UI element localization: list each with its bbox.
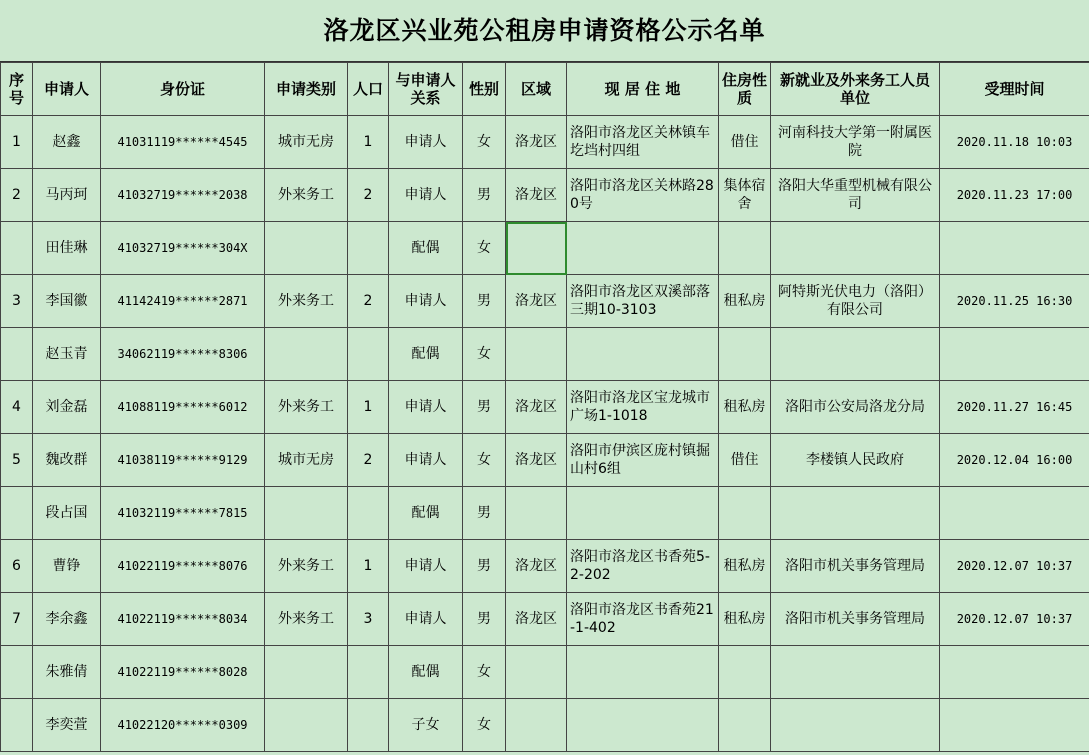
cell-population[interactable] [348, 487, 389, 540]
cell-category[interactable]: 外来务工 [265, 275, 348, 328]
cell-time[interactable]: 2020.11.23 17:00 [940, 169, 1089, 222]
table-row [1, 540, 1089, 593]
table-row [1, 328, 1089, 381]
cell-id[interactable]: 41038119******9129 [101, 434, 265, 487]
col-header-seq[interactable]: 序号 [1, 63, 33, 116]
cell-time[interactable] [940, 646, 1089, 699]
table-row [1, 275, 1089, 328]
table-row [1, 169, 1089, 222]
cell-population[interactable] [348, 699, 389, 752]
cell-id[interactable]: 41031119******4545 [101, 116, 265, 169]
cell-applicant[interactable]: 刘金磊 [33, 381, 101, 434]
cell-housing[interactable] [719, 646, 771, 699]
cell-population[interactable]: 3 [348, 593, 389, 646]
cell-seq[interactable] [1, 646, 33, 699]
cell-district[interactable]: 洛龙区 [506, 116, 567, 169]
cell-seq[interactable]: 6 [1, 540, 33, 593]
cell-applicant[interactable]: 李国徽 [33, 275, 101, 328]
col-header-time[interactable]: 受理时间 [940, 63, 1089, 116]
cell-address[interactable] [567, 222, 719, 275]
cell-id[interactable]: 34062119******8306 [101, 328, 265, 381]
cell-population[interactable]: 1 [348, 116, 389, 169]
col-header-address[interactable]: 现 居 住 地 [567, 63, 719, 116]
cell-category[interactable] [265, 222, 348, 275]
cell-gender[interactable]: 女 [463, 434, 506, 487]
cell-housing[interactable]: 租私房 [719, 381, 771, 434]
cell-district[interactable]: 洛龙区 [506, 275, 567, 328]
cell-employer[interactable] [771, 699, 940, 752]
cell-applicant[interactable]: 曹铮 [33, 540, 101, 593]
cell-category[interactable] [265, 328, 348, 381]
cell-time[interactable]: 2020.11.18 10:03 [940, 116, 1089, 169]
cell-population[interactable] [348, 328, 389, 381]
cell-applicant[interactable]: 李奕萱 [33, 699, 101, 752]
table-row [1, 222, 1089, 275]
cell-address[interactable]: 洛阳市洛龙区关林镇车圪垱村四组 [567, 116, 719, 169]
cell-population[interactable]: 1 [348, 381, 389, 434]
cell-employer[interactable] [771, 487, 940, 540]
cell-gender[interactable]: 男 [463, 381, 506, 434]
cell-district[interactable]: 洛龙区 [506, 169, 567, 222]
cell-gender[interactable]: 男 [463, 487, 506, 540]
cell-id[interactable]: 41022120******0309 [101, 699, 265, 752]
cell-employer[interactable]: 洛阳市机关事务管理局 [771, 540, 940, 593]
cell-applicant[interactable]: 李余鑫 [33, 593, 101, 646]
cell-housing[interactable]: 集体宿舍 [719, 169, 771, 222]
table-row [1, 116, 1089, 169]
cell-time[interactable]: 2020.12.04 16:00 [940, 434, 1089, 487]
cell-time[interactable]: 2020.11.25 16:30 [940, 275, 1089, 328]
cell-seq[interactable] [1, 328, 33, 381]
cell-category[interactable]: 外来务工 [265, 593, 348, 646]
cell-category[interactable]: 外来务工 [265, 540, 348, 593]
cell-seq[interactable] [1, 222, 33, 275]
applicant-table [0, 62, 1089, 752]
cell-relation[interactable]: 申请人 [389, 593, 463, 646]
cell-applicant[interactable]: 马丙珂 [33, 169, 101, 222]
cell-id[interactable]: 41022119******8028 [101, 646, 265, 699]
col-header-population[interactable]: 人口 [348, 63, 389, 116]
cell-applicant[interactable]: 赵玉青 [33, 328, 101, 381]
cell-seq[interactable]: 7 [1, 593, 33, 646]
cell-population[interactable]: 1 [348, 540, 389, 593]
cell-gender[interactable]: 男 [463, 169, 506, 222]
cell-category[interactable]: 城市无房 [265, 434, 348, 487]
cell-gender[interactable]: 女 [463, 116, 506, 169]
cell-applicant[interactable]: 赵鑫 [33, 116, 101, 169]
cell-employer[interactable] [771, 646, 940, 699]
cell-address[interactable] [567, 487, 719, 540]
table-row [1, 593, 1089, 646]
cell-employer[interactable]: 李楼镇人民政府 [771, 434, 940, 487]
col-header-category[interactable]: 申请类别 [265, 63, 348, 116]
cell-district[interactable]: 洛龙区 [506, 540, 567, 593]
cell-relation[interactable]: 申请人 [389, 381, 463, 434]
cell-relation[interactable]: 申请人 [389, 116, 463, 169]
cell-population[interactable]: 2 [348, 275, 389, 328]
cell-id[interactable]: 41032719******304X [101, 222, 265, 275]
cell-time[interactable]: 2020.12.07 10:37 [940, 540, 1089, 593]
cell-employer[interactable]: 阿特斯光伏电力（洛阳）有限公司 [771, 275, 940, 328]
cell-relation[interactable]: 配偶 [389, 646, 463, 699]
cell-district[interactable] [506, 646, 567, 699]
cell-housing[interactable]: 借住 [719, 116, 771, 169]
cell-address[interactable]: 洛阳市伊滨区庞村镇掘山村6组 [567, 434, 719, 487]
cell-seq[interactable]: 2 [1, 169, 33, 222]
cell-relation[interactable]: 配偶 [389, 487, 463, 540]
cell-address[interactable]: 洛阳市洛龙区书香苑5-2-202 [567, 540, 719, 593]
cell-address[interactable]: 洛阳市洛龙区宝龙城市广场1-1018 [567, 381, 719, 434]
cell-housing[interactable]: 租私房 [719, 540, 771, 593]
cell-housing[interactable] [719, 328, 771, 381]
cell-housing[interactable]: 租私房 [719, 275, 771, 328]
cell-relation[interactable]: 配偶 [389, 328, 463, 381]
table-row [1, 699, 1089, 752]
cell-employer[interactable]: 洛阳市机关事务管理局 [771, 593, 940, 646]
cell-time[interactable]: 2020.12.07 10:37 [940, 593, 1089, 646]
col-header-applicant[interactable]: 申请人 [33, 63, 101, 116]
cell-employer[interactable]: 河南科技大学第一附属医院 [771, 116, 940, 169]
sheet-title[interactable]: 洛龙区兴业苑公租房申请资格公示名单 [0, 0, 1089, 62]
table-row [1, 381, 1089, 434]
cell-address[interactable] [567, 699, 719, 752]
cell-district[interactable] [506, 328, 567, 381]
cell-id[interactable]: 41088119******6012 [101, 381, 265, 434]
cell-gender[interactable]: 女 [463, 646, 506, 699]
cell-address[interactable]: 洛阳市洛龙区双溪部落三期10-3103 [567, 275, 719, 328]
cell-address[interactable]: 洛阳市洛龙区关林路280号 [567, 169, 719, 222]
cell-employer[interactable]: 洛阳市公安局洛龙分局 [771, 381, 940, 434]
cell-district[interactable] [506, 222, 567, 275]
cell-address[interactable]: 洛阳市洛龙区书香苑21-1-402 [567, 593, 719, 646]
col-header-district[interactable]: 区域 [506, 63, 567, 116]
cell-employer[interactable]: 洛阳大华重型机械有限公司 [771, 169, 940, 222]
cell-district[interactable]: 洛龙区 [506, 593, 567, 646]
cell-housing[interactable] [719, 487, 771, 540]
cell-applicant[interactable]: 朱雅倩 [33, 646, 101, 699]
cell-gender[interactable]: 女 [463, 222, 506, 275]
cell-seq[interactable]: 4 [1, 381, 33, 434]
cell-address[interactable] [567, 646, 719, 699]
cell-housing[interactable]: 租私房 [719, 593, 771, 646]
cell-population[interactable] [348, 646, 389, 699]
cell-relation[interactable]: 申请人 [389, 540, 463, 593]
cell-relation[interactable]: 申请人 [389, 275, 463, 328]
cell-gender[interactable]: 女 [463, 328, 506, 381]
col-header-gender[interactable]: 性别 [463, 63, 506, 116]
cell-category[interactable] [265, 487, 348, 540]
cell-gender[interactable]: 男 [463, 593, 506, 646]
cell-category[interactable] [265, 699, 348, 752]
cell-seq[interactable]: 5 [1, 434, 33, 487]
cell-time[interactable] [940, 222, 1089, 275]
cell-gender[interactable]: 男 [463, 540, 506, 593]
cell-gender[interactable]: 女 [463, 699, 506, 752]
cell-applicant[interactable]: 田佳琳 [33, 222, 101, 275]
cell-seq[interactable] [1, 487, 33, 540]
cell-id[interactable]: 41022119******8076 [101, 540, 265, 593]
cell-applicant[interactable]: 段占国 [33, 487, 101, 540]
cell-employer[interactable] [771, 222, 940, 275]
cell-category[interactable]: 外来务工 [265, 381, 348, 434]
cell-housing[interactable] [719, 699, 771, 752]
cell-time[interactable]: 2020.11.27 16:45 [940, 381, 1089, 434]
cell-time[interactable] [940, 699, 1089, 752]
cell-population[interactable]: 2 [348, 169, 389, 222]
cell-seq[interactable]: 1 [1, 116, 33, 169]
cell-time[interactable] [940, 328, 1089, 381]
cell-relation[interactable]: 配偶 [389, 222, 463, 275]
cell-district[interactable]: 洛龙区 [506, 434, 567, 487]
cell-district[interactable] [506, 487, 567, 540]
cell-seq[interactable]: 3 [1, 275, 33, 328]
cell-time[interactable] [940, 487, 1089, 540]
table-row [1, 434, 1089, 487]
cell-id[interactable]: 41032719******2038 [101, 169, 265, 222]
cell-gender[interactable]: 男 [463, 275, 506, 328]
col-header-employer[interactable]: 新就业及外来务工人员单位 [771, 63, 940, 116]
cell-category[interactable] [265, 646, 348, 699]
cell-population[interactable]: 2 [348, 434, 389, 487]
col-header-housing[interactable]: 住房性质 [719, 63, 771, 116]
cell-category[interactable]: 城市无房 [265, 116, 348, 169]
col-header-relation[interactable]: 与申请人关系 [389, 63, 463, 116]
cell-district[interactable]: 洛龙区 [506, 381, 567, 434]
cell-relation[interactable]: 申请人 [389, 169, 463, 222]
cell-seq[interactable] [1, 699, 33, 752]
header-row [1, 63, 1089, 116]
cell-applicant[interactable]: 魏改群 [33, 434, 101, 487]
col-header-id[interactable]: 身份证 [101, 63, 265, 116]
cell-id[interactable]: 41022119******8034 [101, 593, 265, 646]
cell-id[interactable]: 41142419******2871 [101, 275, 265, 328]
table-row [1, 646, 1089, 699]
cell-housing[interactable]: 借住 [719, 434, 771, 487]
table-row [1, 487, 1089, 540]
cell-id[interactable]: 41032119******7815 [101, 487, 265, 540]
cell-housing[interactable] [719, 222, 771, 275]
cell-relation[interactable]: 子女 [389, 699, 463, 752]
cell-district[interactable] [506, 699, 567, 752]
cell-address[interactable] [567, 328, 719, 381]
cell-category[interactable]: 外来务工 [265, 169, 348, 222]
cell-relation[interactable]: 申请人 [389, 434, 463, 487]
cell-population[interactable] [348, 222, 389, 275]
cell-employer[interactable] [771, 328, 940, 381]
